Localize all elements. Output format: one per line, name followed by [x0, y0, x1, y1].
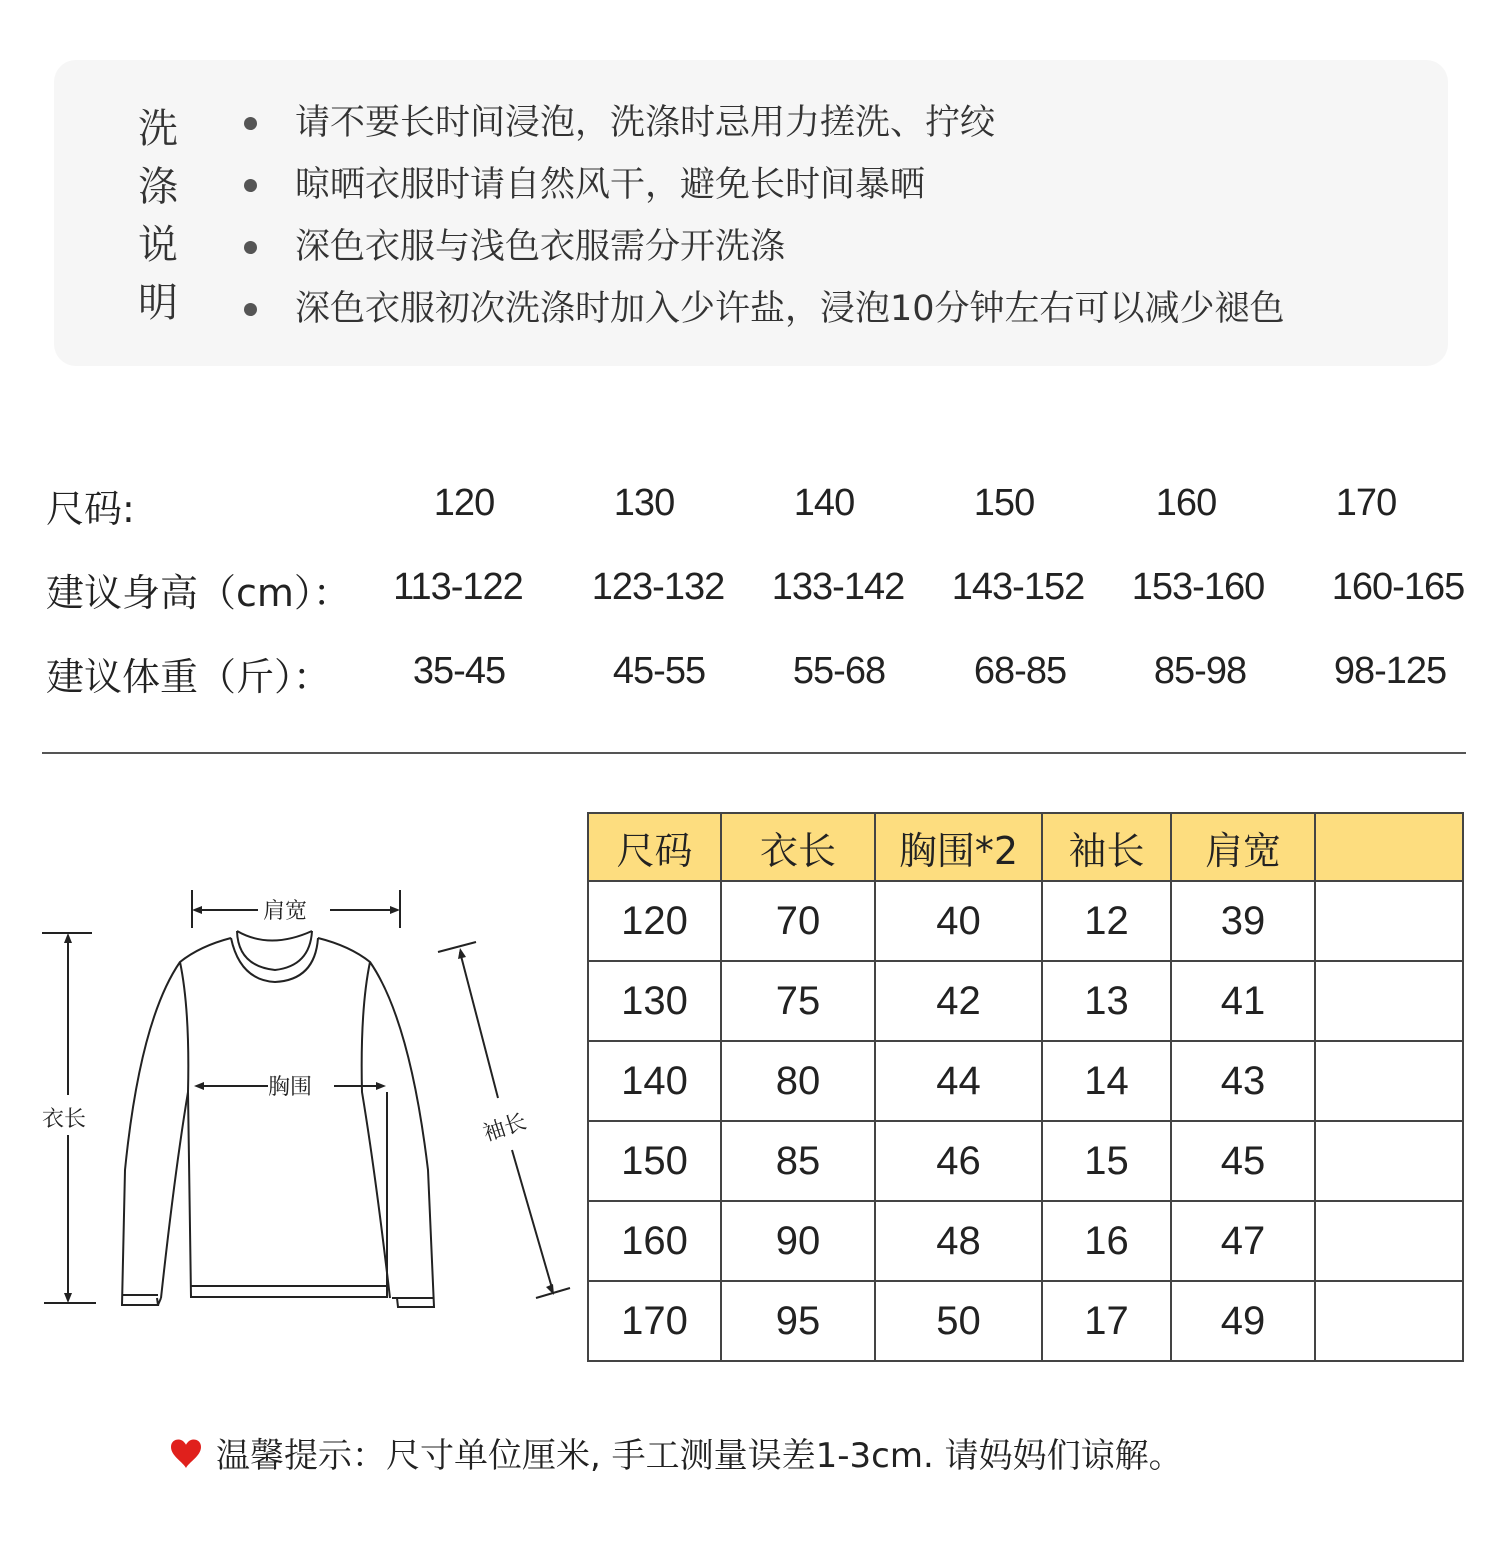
- table-cell: 85: [721, 1121, 875, 1201]
- list-item-text: 深色衣服初次洗涤时加入少许盐，浸泡10分钟左右可以减少褪色: [295, 289, 1285, 329]
- weight-value: 45-55: [612, 650, 706, 692]
- table-cell: 90: [721, 1201, 875, 1281]
- table-cell: 12: [1042, 881, 1171, 961]
- table-cell: 13: [1042, 961, 1171, 1041]
- weight-value: 35-45: [412, 650, 506, 692]
- table-cell: 120: [588, 881, 721, 961]
- table-cell: 80: [721, 1041, 875, 1121]
- size-value: 170: [1335, 482, 1397, 524]
- table-cell: 170: [588, 1281, 721, 1361]
- weight-value: 68-85: [973, 650, 1067, 692]
- tip-text: 温馨提示：尺寸单位厘米, 手工测量误差1-3cm. 请妈妈们谅解。: [216, 1436, 1183, 1476]
- weight-label: 建议体重（斤）：: [46, 655, 332, 699]
- table-row: [588, 1281, 1463, 1361]
- table-cell: 130: [588, 961, 721, 1041]
- height-label: 建议身高（cm）：: [46, 571, 351, 615]
- table-row: [588, 1121, 1463, 1201]
- column-header: 胸围*2: [875, 813, 1042, 881]
- table-cell: [1315, 1121, 1463, 1201]
- table-cell: 42: [875, 961, 1042, 1041]
- table-cell: 14: [1042, 1041, 1171, 1121]
- table-cell: [1315, 881, 1463, 961]
- table-cell: 39: [1171, 881, 1315, 961]
- list-item: [244, 92, 1285, 154]
- table-cell: [1315, 1201, 1463, 1281]
- title-char: 说: [138, 222, 178, 268]
- size-value: 160: [1155, 482, 1217, 524]
- table-cell: 44: [875, 1041, 1042, 1121]
- table-cell: 160: [588, 1201, 721, 1281]
- table-cell: [1315, 961, 1463, 1041]
- table-row: [588, 1041, 1463, 1121]
- table-row: [588, 961, 1463, 1041]
- height-value: 153-160: [1131, 566, 1265, 608]
- size-value: 130: [613, 482, 675, 524]
- table-cell: 45: [1171, 1121, 1315, 1201]
- table-cell: [1315, 1041, 1463, 1121]
- title-char: 明: [138, 280, 178, 326]
- height-value: 123-132: [591, 566, 725, 608]
- title-char: 洗: [138, 106, 178, 152]
- bullet-icon: [244, 179, 257, 192]
- list-item-text: 深色衣服与浅色衣服需分开洗涤: [295, 227, 786, 267]
- wash-instructions-list: [244, 92, 1285, 340]
- measurement-table: [587, 812, 1464, 1362]
- length-label: 衣长: [42, 1107, 87, 1132]
- column-header: 袖长: [1042, 813, 1171, 881]
- height-value: 133-142: [771, 566, 905, 608]
- table-cell: 95: [721, 1281, 875, 1361]
- table-cell: 16: [1042, 1201, 1171, 1281]
- column-header: 肩宽: [1171, 813, 1315, 881]
- table-cell: 75: [721, 961, 875, 1041]
- weight-value: 98-125: [1333, 650, 1447, 692]
- chest-label: 胸围: [268, 1075, 313, 1100]
- size-value: 150: [973, 482, 1035, 524]
- table-row: [588, 1201, 1463, 1281]
- warm-tip: [168, 1428, 1183, 1477]
- size-value: 140: [793, 482, 855, 524]
- height-value: 143-152: [951, 566, 1085, 608]
- list-item: [244, 154, 1285, 216]
- sleeve-length-label: 袖长: [480, 1109, 530, 1147]
- heart-icon: [168, 1435, 204, 1471]
- table-row: [588, 881, 1463, 961]
- table-cell: 70: [721, 881, 875, 961]
- table-cell: 47: [1171, 1201, 1315, 1281]
- title-char: 涤: [138, 164, 178, 210]
- column-header: [1315, 813, 1463, 881]
- table-cell: 50: [875, 1281, 1042, 1361]
- table-cell: 15: [1042, 1121, 1171, 1201]
- table-cell: 17: [1042, 1281, 1171, 1361]
- table-cell: 49: [1171, 1281, 1315, 1361]
- table-cell: [1315, 1281, 1463, 1361]
- list-item-text: 晾晒衣服时请自然风干，避免长时间暴晒: [295, 165, 926, 205]
- height-value: 113-122: [393, 566, 523, 608]
- list-item: [244, 216, 1285, 278]
- bullet-icon: [244, 241, 257, 254]
- list-item-text: 请不要长时间浸泡，洗涤时忌用力搓洗、拧绞: [295, 103, 996, 143]
- table-header-row: [588, 813, 1463, 881]
- table-cell: 40: [875, 881, 1042, 961]
- weight-value: 55-68: [792, 650, 886, 692]
- table-cell: 48: [875, 1201, 1042, 1281]
- table-cell: 46: [875, 1121, 1042, 1201]
- bullet-icon: [244, 303, 257, 316]
- column-header: 尺码: [588, 813, 721, 881]
- shoulder-width-label: 肩宽: [263, 899, 308, 924]
- height-value: 160-165: [1331, 566, 1465, 608]
- list-item: [244, 278, 1285, 340]
- garment-diagram: [30, 870, 590, 1330]
- table-cell: 150: [588, 1121, 721, 1201]
- table-cell: 43: [1171, 1041, 1315, 1121]
- wash-instructions-title: [138, 100, 182, 332]
- weight-value: 85-98: [1153, 650, 1247, 692]
- size-label: 尺码:: [46, 487, 135, 531]
- size-value: 120: [433, 482, 495, 524]
- column-header: 衣长: [721, 813, 875, 881]
- section-divider: [42, 752, 1466, 754]
- table-cell: 41: [1171, 961, 1315, 1041]
- bullet-icon: [244, 117, 257, 130]
- sweater-outline-icon: [30, 870, 590, 1330]
- table-cell: 140: [588, 1041, 721, 1121]
